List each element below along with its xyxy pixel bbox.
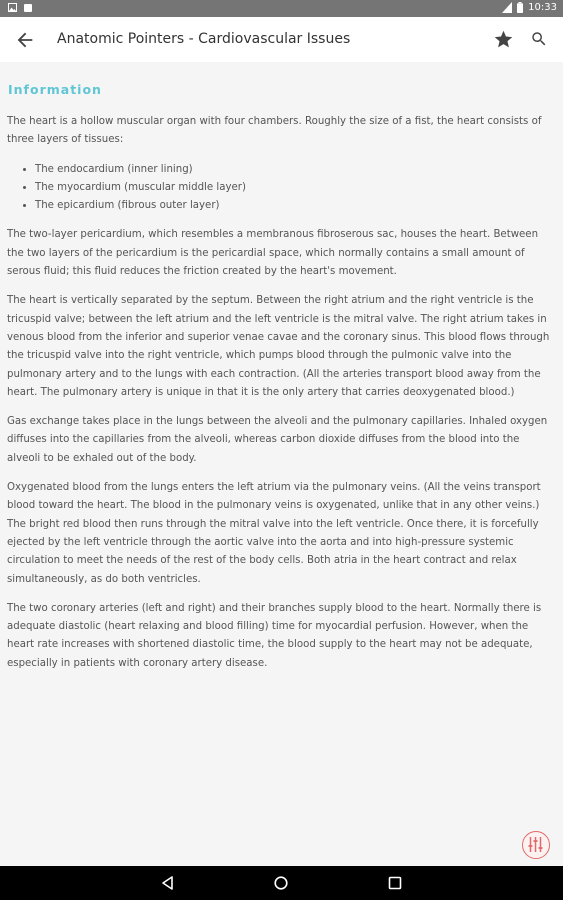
section-title: Information [8,82,102,97]
status-bar [0,0,563,17]
battery-icon [517,2,523,13]
signal-icon [502,2,512,13]
paragraph-gas-exchange: Gas exchange takes place in the lungs between the alveoli and the pulmonary capillaries. Inhaled oxygen diffuses into the capillaries from the alveoli, whereas carbon dioxide diffuses from the blood into the alveoli to be exhaled out of the body. [7,416,548,464]
paragraph-coronary-arteries: The two coronary arteries (left and right) and their branches supply blood to the heart. Normally there is adequate diastolic (heart relaxing and blood filling) time for myocardial perfusion. However, when the heart rate increases with shortened diastolic time, the blood supply to the heart may not be adequate, especially in patients with coronary artery disease. [7,602,542,669]
list-item: • The myocardium (muscular middle layer) [35,179,555,197]
status-indicators [502,2,557,13]
layers-list [7,161,555,216]
star-icon[interactable] [493,29,514,50]
search-icon[interactable] [530,30,548,48]
content-area[interactable] [0,62,563,866]
page-title: Anatomic Pointers - Cardiovascular Issues [57,31,351,47]
nav-home-icon[interactable] [273,875,289,891]
list-item: • The epicardium (fibrous outer layer) [35,197,555,215]
arrow-back-icon[interactable] [14,29,36,51]
nav-back-icon[interactable] [160,875,176,891]
article-body [7,113,555,684]
status-notifications [8,3,32,12]
status-time: 10:33 [528,2,557,13]
adjust-button[interactable] [522,831,550,859]
nav-recents-icon[interactable] [387,875,403,891]
paragraph-intro: The heart is a hollow muscular organ with four chambers. Roughly the size of a fist, the heart consists of three layers of tissues: [7,116,542,146]
list-item: • The endocardium (inner lining) [35,161,555,179]
paragraph-septum: The heart is vertically separated by the septum. Between the right atrium and the right ventricle is the tricuspid valve; between the left atrium and the left ventricle is the mitral valve. The right atrium takes in venous blood from the inferior and superior venae cavae and the coronary sinus. This blood flows through the tricuspid valve into the right ventricle, which pumps blood through the pulmonic valve into the pulmonary artery and to the lungs with each contraction. (All the arteries transport blood away from the heart. The pulmonary artery is unique in that it is the only artery that carries deoxygenated blood.) [7,295,550,398]
app-notification-icon [24,4,32,12]
paragraph-oxygenated-blood: Oxygenated blood from the lungs enters the left atrium via the pulmonary veins. (All the veins transport blood toward the heart. The blood in the pulmonary veins is oxygenated, unlike that in any other veins.) The bright red blood then runs through the mitral valve into the left ventricle. Once there, it is forcefully ejected by the left ventricle through the aortic valve into the aorta and into high-pressure systemic circulation to meet the needs of the rest of the body cells. Both atria in the heart contract and relax simultaneously, as do both ventricles. [7,482,541,585]
paragraph-pericardium: The two-layer pericardium, which resembles a membranous fibroserous sac, houses the heart. Between the two layers of the pericardium is the pericardial space, which normally contains a small amount of serous fluid; this fluid reduces the friction created by the heart's movement. [7,229,539,278]
app-bar [0,17,563,62]
image-notification-icon [8,3,17,12]
equalizer-icon [523,832,548,857]
system-nav-bar [0,866,563,900]
